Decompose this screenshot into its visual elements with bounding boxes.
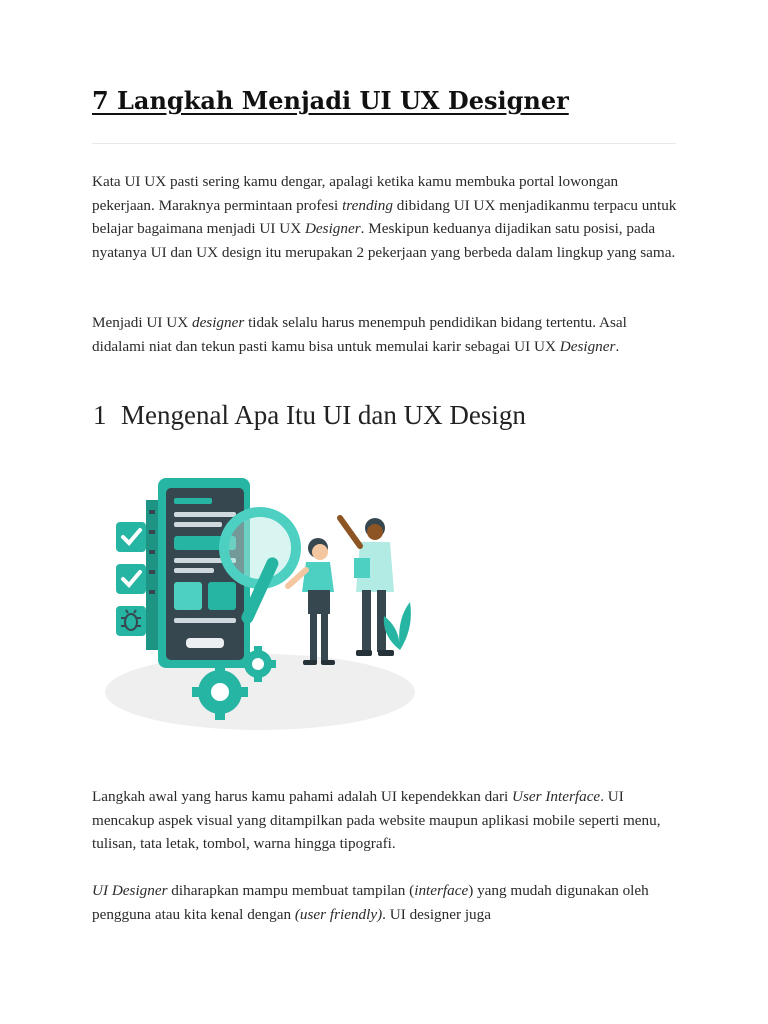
title-divider: [92, 143, 676, 144]
paragraph-intro: [92, 170, 682, 264]
text-run: ) yang mudah digunakan oleh pengguna atau kita kenal dengan: [92, 882, 649, 923]
italic-text: trending: [342, 196, 393, 214]
ui-ux-illustration: [100, 470, 420, 740]
check-icon: [116, 564, 146, 594]
italic-text: Designer: [304, 220, 361, 237]
italic-text: UI Designer: [92, 882, 168, 899]
section-heading-text: Mengenal Apa Itu UI dan UX Design: [121, 400, 526, 430]
italic-text: designer: [191, 314, 245, 331]
text-run: . Meskipun keduanya dijadikan satu posisi, pada nyatanya UI dan UX design itu merupakan 2 pekerjaan yang berbeda dalam lingkup yang sama.: [92, 220, 676, 261]
check-icon: [116, 522, 146, 552]
paragraph-ui-definition: [92, 785, 682, 856]
italic-text: interface: [414, 882, 469, 899]
text-run: Menjadi UI UX: [92, 314, 192, 331]
text-run: dibidang UI UX menjadikanmu terpacu untuk belajar bagaimana menjadi UI UX: [92, 196, 677, 237]
article-title: 7 Langkah Menjadi UI UX Designer: [92, 86, 569, 115]
man-figure: [340, 518, 394, 656]
italic-text: User Interface: [512, 788, 601, 805]
text-run: tidak selalu harus menempuh pendidikan bidang tertentu. Asal didalami niat dan tekun pasti kamu bisa untuk memulai karir sebagai UI UX: [92, 314, 627, 355]
plant-leaves: [384, 602, 411, 650]
text-run: .: [615, 337, 620, 355]
section-number: 1: [93, 400, 107, 430]
text-run: Kata UI UX pasti sering kamu dengar, apalagi ketika kamu membuka portal lowongan pekerjaan. Maraknya permintaan profesi: [92, 173, 619, 214]
italic-text: (user friendly): [294, 905, 383, 923]
section-heading: [93, 400, 526, 431]
text-run: . UI mencakup aspek visual yang ditampilkan pada website maupun aplikasi mobile seperti menu, tulisan, tata letak, tombol, warna hingga tipografi.: [92, 788, 661, 852]
italic-text: Designer: [559, 337, 616, 355]
text-run: Langkah awal yang harus kamu pahami adalah UI kependekkan dari: [92, 788, 513, 805]
text-run: . UI designer juga: [382, 905, 491, 923]
bug-icon: [116, 606, 146, 636]
text-run: diharapkan mampu membuat tampilan (: [167, 882, 415, 899]
paragraph-motivation: [92, 311, 682, 358]
paragraph-ui-designer: [92, 879, 682, 926]
